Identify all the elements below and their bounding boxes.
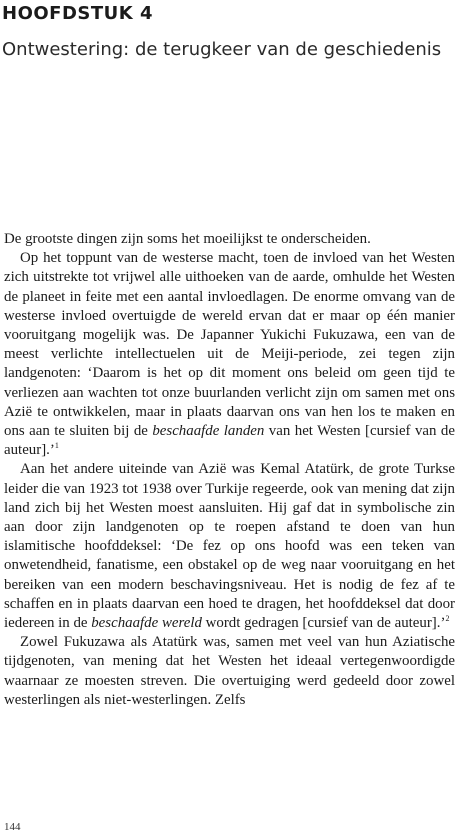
- text-run: Op het toppunt van de westerse macht, toen de invloed van het Westen zich uitstrekte tot vrijwel alle uithoeken van de aarde, omhulde het Westen de planeet in feite met een aantal invloedlagen. De enorme omvang van de westerse invloed overtuigde de wereld ervan dat er maar op één manier vooruitgang mogelijk was. De Japanner Yukichi Fukuzawa, een van de meest verlichte intellectuelen uit de Meiji-periode, zei tegen zijn landgenoten: ‘Daarom is het op dit moment ons beleid om geen tijd te verliezen aan wachten tot onze buurlanden verlicht zijn om samen met ons Azië te ontwikkelen, maar in plaats daarvan ons van hen los te maken en ons aan te sluiten bij de: [4, 250, 455, 440]
- italic-phrase: beschaafde wereld: [91, 615, 202, 632]
- text-run: Aan het andere uiteinde van Azië was Kemal Atatürk, de grote Turkse leider die van 1923 tot 1938 over Turkije regeerde, ook van mening dat zijn land zich bij het Westen moest aansluiten. Hij gaf dat in symbolische zin aan door zijn landgenoten op te roepen afstand te doen van hun islamitische hoofddeksel: ‘De fez op ons hoofd was een teken van onwetendheid, fanatisme, een obstakel op de weg naar vooruitgang en het bereiken van een modern beschavingsniveau. Het is nodig de fez af te schaffen en in plaats daarvan een hoed te dragen, het hoofddeksel dat door iedereen in de: [4, 461, 455, 632]
- paragraph: [4, 633, 455, 710]
- paragraph: [4, 249, 455, 460]
- text-run: wordt gedragen [cursief van de auteur].’: [201, 615, 446, 632]
- body-text: [4, 230, 455, 710]
- italic-phrase: beschaafde landen: [152, 423, 265, 440]
- page-number: 144: [4, 821, 21, 833]
- text-run: van het Westen [cursief van de auteur].’: [4, 423, 455, 459]
- paragraph: [4, 230, 455, 249]
- chapter-label: HOOFDSTUK 4: [2, 3, 154, 24]
- footnote-marker: 1: [54, 441, 59, 451]
- chapter-title: Ontwestering: de terugkeer van de geschiedenis: [2, 39, 442, 60]
- footnote-marker: 2: [445, 614, 450, 624]
- text-run: Zowel Fukuzawa als Atatürk was, samen met veel van hun Aziatische tijdgenoten, van mening dat het Westen het ideaal vertegenwoordigde waarnaar ze moesten streven. Die overtuiging werd gedeeld door zowel westerlingen als niet-westerlingen. Zelfs: [4, 634, 455, 708]
- text-run: De grootste dingen zijn soms het moeilijkst te onderscheiden.: [4, 231, 371, 247]
- paragraph: [4, 460, 455, 633]
